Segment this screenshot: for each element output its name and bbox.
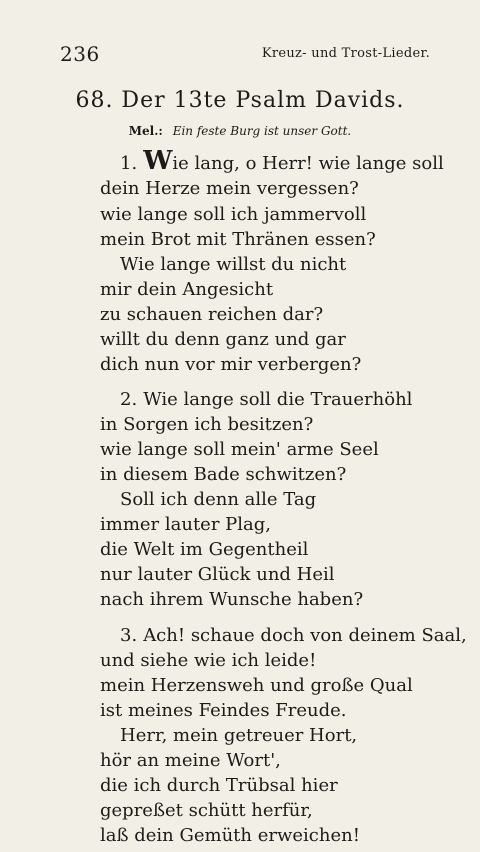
stanza-line: laß dein Gemüth erweichen! bbox=[100, 825, 360, 846]
page-header bbox=[60, 42, 430, 66]
stanza-line: zu schauen reichen dar? bbox=[100, 304, 324, 325]
line-text: ie lang, o Herr! wie lange soll bbox=[172, 153, 444, 174]
verse-number: 3. bbox=[120, 625, 138, 646]
stanza-line: gepreßet schütt herfür, bbox=[100, 800, 313, 821]
melody-line bbox=[0, 124, 480, 138]
verse-number: 1. bbox=[120, 153, 138, 174]
stanza-line: in diesem Bade schwitzen? bbox=[100, 464, 347, 485]
stanza-line: nach ihrem Wunsche haben? bbox=[100, 589, 364, 610]
stanza-line: die Welt im Gegentheil bbox=[100, 539, 309, 560]
stanza-line bbox=[120, 146, 444, 176]
line-text: Wie lange soll die Trauerhöhl bbox=[143, 389, 413, 410]
hymn-title: 68. Der 13te Psalm Davids. bbox=[75, 88, 405, 113]
line-text: Ach! schaue doch von deinem Saal, bbox=[143, 625, 467, 646]
stanza-line: in Sorgen ich besitzen? bbox=[100, 414, 314, 435]
stanza-line: die ich durch Trübsal hier bbox=[100, 775, 338, 796]
page-number: 236 bbox=[60, 42, 100, 66]
stanza-line: dein Herze mein vergessen? bbox=[100, 178, 359, 199]
stanza-line: Wie lange willst du nicht bbox=[120, 254, 347, 275]
stanza-line: mir dein Angesicht bbox=[100, 279, 274, 300]
melody-label: Mel.: bbox=[128, 124, 163, 138]
stanza-line: dich nun vor mir verbergen? bbox=[100, 354, 362, 375]
stanza-line: nur lauter Glück und Heil bbox=[100, 564, 335, 585]
stanza-line bbox=[120, 624, 467, 648]
melody-text: Ein feste Burg ist unser Gott. bbox=[172, 124, 352, 138]
stanza-line: wie lange soll ich jammervoll bbox=[100, 204, 367, 225]
stanza-line: mein Brot mit Thränen essen? bbox=[100, 229, 376, 250]
stanza-line: hör an meine Wort', bbox=[100, 750, 281, 771]
stanza-line: mein Herzensweh und große Qual bbox=[100, 675, 413, 696]
stanza-line: ist meines Feindes Freude. bbox=[100, 700, 347, 721]
stanza-line: immer lauter Plag, bbox=[100, 514, 272, 535]
stanza-line: Herr, mein getreuer Hort, bbox=[120, 725, 358, 746]
verse-number: 2. bbox=[120, 389, 138, 410]
stanza-line bbox=[120, 388, 412, 412]
stanza-line: wie lange soll mein' arme Seel bbox=[100, 439, 379, 460]
stanza-line: Soll ich denn alle Tag bbox=[120, 489, 317, 510]
initial-letter: W bbox=[143, 146, 173, 176]
stanza-line: willt du denn ganz und gar bbox=[100, 329, 346, 350]
stanza-line: und siehe wie ich leide! bbox=[100, 650, 317, 671]
running-head: Kreuz- und Trost-Lieder. bbox=[261, 46, 430, 61]
